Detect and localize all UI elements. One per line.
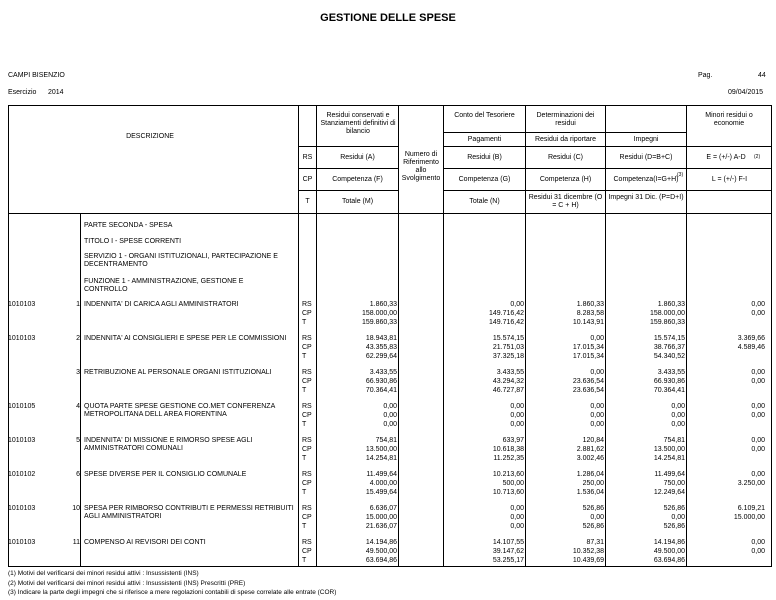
amount-cell-e: 0,00 (751, 411, 765, 419)
amount-cell-c: 87,31 (586, 539, 604, 546)
amount-cell-e: 0,00 (751, 445, 765, 453)
amount-cell-b: 0,00 (510, 505, 524, 512)
amount-cell-c: 17.015,34 (572, 343, 604, 351)
amount-cell-c: 120,84 (582, 437, 604, 444)
amount-cell-b: 0,00 (510, 513, 524, 521)
row-number: 5 (76, 437, 80, 444)
amount-cell-a: 11.499,64 (366, 471, 397, 478)
row-code: 1010103 (8, 335, 36, 342)
row-description: QUOTA PARTE SPESE GESTIONE CO.MET CONFERENZA METROPOLITANA DELL AREA FIORENTINA (84, 403, 275, 418)
esercizio-label: Esercizio (8, 89, 37, 96)
row-type-label: CP (302, 411, 312, 419)
header-line (443, 132, 686, 133)
amount-cell-c: 0,00 (590, 369, 604, 376)
page-label: Pag. (698, 72, 713, 79)
header-competenza-g: Competenza (G) (458, 176, 511, 183)
amount-cell-b: 10.213,60 (492, 471, 524, 478)
amount-cell-e: 0,00 (751, 437, 765, 444)
header-residui-a: Residui (A) (340, 154, 375, 161)
amount-cell-b: 11.252,35 (493, 454, 524, 462)
row-number: 2 (76, 335, 80, 342)
header-determinazioni: Determinazioni dei residui (536, 112, 595, 127)
amount-cell-a: 15.000,00 (365, 513, 397, 521)
col-line (686, 105, 687, 567)
amount-cell-d: 13.500,00 (653, 445, 685, 453)
header-impegni: Impegni (633, 136, 659, 143)
row-type-label: RS (302, 369, 312, 376)
header-totale-m: Totale (M) (341, 198, 374, 205)
amount-cell-c: 526,86 (582, 522, 604, 530)
row-type-label: CP (302, 343, 312, 351)
row-description: SPESA PER RIMBORSO CONTRIBUTI E PERMESSI RETRIBUITI AGLI AMMINISTRATORI (84, 505, 294, 520)
header-cp: CP (302, 176, 313, 183)
header-minori-residui: Minori residui o economie (705, 112, 753, 127)
header-line (298, 146, 398, 147)
amount-cell-b: 10.713,60 (492, 488, 524, 496)
header-numero-riferimento: Numero di Riferimento allo Svolgimento (401, 151, 441, 182)
col-line (316, 105, 317, 567)
row-type-label: RS (302, 505, 312, 512)
row-code: 1010102 (8, 471, 36, 478)
amount-cell-b: 10.618,38 (492, 445, 524, 453)
amount-cell-b: 3.433,55 (496, 369, 524, 376)
row-number: 3 (76, 369, 80, 376)
amount-cell-c: 10.439,69 (572, 556, 604, 564)
row-type-label: CP (302, 513, 312, 521)
amount-cell-c: 0,00 (590, 335, 604, 342)
amount-cell-a: 63.694,86 (365, 556, 397, 564)
amount-cell-a: 3.433,55 (369, 369, 397, 376)
amount-cell-d: 70.364,41 (653, 386, 685, 394)
amount-cell-d: 0,00 (671, 420, 685, 428)
amount-cell-e: 3.250,00 (737, 479, 765, 487)
amount-cell-b: 500,00 (502, 479, 524, 487)
footnote-3: (3) Indicare la parte degli impegni che si riferisce a mere regolazioni contabili di spese correlate alle entrate (COR) (8, 589, 337, 596)
amount-cell-e: 15.000,00 (733, 513, 765, 521)
row-type-label: RS (302, 301, 312, 308)
amount-cell-e: 0,00 (751, 403, 765, 410)
section-servizio: SERVIZIO 1 - ORGANI ISTITUZIONALI, PARTECIPAZIONE E DECENTRAMENTO (84, 253, 278, 268)
col-line (443, 105, 444, 567)
amount-cell-d: 14.254,81 (653, 454, 685, 462)
amount-cell-a: 14.254,81 (365, 454, 397, 462)
amount-cell-a: 14.194,86 (365, 539, 397, 546)
amount-cell-a: 0,00 (383, 403, 397, 410)
header-i-note: (3) (677, 172, 684, 178)
esercizio-year: 2014 (48, 89, 64, 96)
header-e-formula: E = (+/-) A-D (706, 154, 746, 161)
row-number: 11 (72, 539, 80, 546)
page-title: GESTIONE DELLE SPESE (320, 12, 456, 24)
header-l-formula: L = (+/-) F-I (711, 176, 748, 183)
section-parte: PARTE SECONDA - SPESA (84, 222, 173, 229)
row-type-label: RS (302, 403, 312, 410)
amount-cell-c: 2.881,62 (576, 445, 604, 453)
amount-cell-c: 17.015,34 (572, 352, 604, 360)
row-type-label: RS (302, 335, 312, 342)
amount-cell-c: 0,00 (590, 420, 604, 428)
row-type-label: T (302, 318, 307, 326)
amount-cell-a: 18.943,81 (365, 335, 397, 342)
row-type-label: CP (302, 479, 312, 487)
amount-cell-a: 754,81 (375, 437, 397, 444)
header-line (443, 146, 772, 147)
col-line (298, 105, 299, 567)
row-description: COMPENSO AI REVISORI DEI CONTI (84, 539, 206, 546)
row-type-label: RS (302, 471, 312, 478)
amount-cell-a: 0,00 (383, 420, 397, 428)
amount-cell-d: 750,00 (663, 479, 685, 487)
header-pagamenti: Pagamenti (467, 136, 502, 143)
amount-cell-e: 0,00 (751, 369, 765, 376)
amount-cell-c: 10.143,91 (572, 318, 604, 326)
row-code: 1010103 (8, 505, 36, 512)
report-date: 09/04/2015 (728, 89, 764, 96)
section-funzione: FUNZIONE 1 - AMMINISTRAZIONE, GESTIONE E CONTROLLO (84, 278, 244, 293)
amount-cell-e: 4.589,46 (737, 343, 765, 351)
header-competenza-i: Competenza(I=G+H) (613, 176, 679, 183)
amount-cell-d: 0,00 (671, 513, 685, 521)
row-number: 6 (76, 471, 80, 478)
amount-cell-b: 0,00 (510, 301, 524, 308)
header-residui-d: Residui (D=B+C) (619, 154, 673, 161)
row-type-label: T (302, 522, 307, 530)
amount-cell-d: 14.194,86 (653, 539, 685, 546)
amount-cell-b: 46.727,87 (492, 386, 524, 394)
header-competenza-f: Competenza (F) (332, 176, 383, 183)
amount-cell-d: 0,00 (671, 403, 685, 410)
header-line (298, 168, 398, 169)
col-line (80, 213, 81, 567)
row-type-label: CP (302, 547, 312, 555)
amount-cell-a: 62.299,64 (365, 352, 397, 360)
header-residui-c: Residui (C) (547, 154, 583, 161)
amount-cell-d: 0,00 (671, 411, 685, 419)
amount-cell-d: 3.433,55 (657, 369, 685, 376)
header-t: T (305, 198, 310, 205)
amount-cell-a: 43.355,83 (365, 343, 397, 351)
amount-cell-a: 158.000,00 (361, 309, 397, 317)
amount-cell-d: 158.000,00 (649, 309, 685, 317)
header-residui-riportare: Residui da riportare (534, 136, 597, 143)
footnote-1: (1) Motivi del verificarsi dei minori residui attivi : Insussistenti (INS) (8, 570, 199, 577)
amount-cell-d: 49.500,00 (653, 547, 685, 555)
row-number: 4 (76, 403, 80, 410)
amount-cell-b: 53.255,17 (492, 556, 524, 564)
amount-cell-c: 1.286,04 (576, 471, 604, 478)
row-type-label: RS (302, 539, 312, 546)
amount-cell-c: 0,00 (590, 403, 604, 410)
amount-cell-b: 633,97 (502, 437, 524, 444)
amount-cell-a: 21.636,07 (365, 522, 397, 530)
amount-cell-e: 0,00 (751, 547, 765, 555)
amount-cell-a: 49.500,00 (365, 547, 397, 555)
row-description: RETRIBUZIONE AL PERSONALE ORGANI ISTITUZIONALI (84, 369, 272, 376)
amount-cell-d: 12.249,64 (653, 488, 685, 496)
header-competenza-h: Competenza (H) (539, 176, 592, 183)
row-code: 1010103 (8, 539, 36, 546)
header-totale-n: Totale (N) (469, 198, 500, 205)
header-line (443, 168, 772, 169)
amount-cell-e: 0,00 (751, 471, 765, 478)
header-residui-conservati: Residui conservati e Stanziamenti definitivi di bilancio (320, 112, 396, 135)
amount-cell-b: 14.107,55 (492, 539, 524, 546)
amount-cell-c: 0,00 (590, 513, 604, 521)
amount-cell-e: 0,00 (751, 377, 765, 385)
row-type-label: T (302, 556, 307, 564)
amount-cell-b: 149.716,42 (488, 318, 524, 326)
row-type-label: T (302, 386, 307, 394)
amount-cell-a: 6.636,07 (369, 505, 397, 512)
row-type-label: T (302, 420, 307, 428)
amount-cell-e: 0,00 (751, 539, 765, 546)
amount-cell-a: 4.000,00 (369, 479, 397, 487)
amount-cell-b: 39.147,62 (492, 547, 524, 555)
amount-cell-c: 526,86 (582, 505, 604, 512)
footnote-2: (2) Motivi del verificarsi dei minori residui attivi : Insussistenti (INS) Prescritti (PRE) (8, 580, 246, 587)
amount-cell-d: 754,81 (663, 437, 685, 444)
amount-cell-d: 526,86 (663, 522, 685, 530)
row-description: INDENNITA' DI CARICA AGLI AMMINISTRATORI (84, 301, 239, 308)
row-description: SPESE DIVERSE PER IL CONSIGLIO COMUNALE (84, 471, 247, 478)
header-impegni-31: Impegni 31 Dic. (P=D+I) (608, 194, 684, 201)
header-residui-31: Residui 31 dicembre (O = C + H) (528, 194, 603, 209)
amount-cell-e: 6.109,21 (737, 505, 765, 512)
row-type-label: RS (302, 437, 312, 444)
amount-cell-d: 66.930,86 (653, 377, 685, 385)
amount-cell-d: 54.340,52 (653, 352, 685, 360)
row-type-label: T (302, 454, 307, 462)
header-conto-tesoriere: Conto del Tesoriere (454, 112, 515, 119)
header-rs: RS (302, 154, 313, 161)
row-code: 1010103 (8, 301, 36, 308)
amount-cell-d: 526,86 (663, 505, 685, 512)
amount-cell-c: 250,00 (582, 479, 604, 487)
page-number: 44 (758, 72, 766, 79)
header-divider (8, 213, 772, 214)
row-code: 1010103 (8, 437, 36, 444)
amount-cell-c: 0,00 (590, 411, 604, 419)
amount-cell-c: 1.536,04 (576, 488, 604, 496)
header-e-note: (2) (754, 154, 761, 160)
amount-cell-d: 159.860,33 (649, 318, 685, 326)
amount-cell-b: 0,00 (510, 403, 524, 410)
section-titolo: TITOLO I - SPESE CORRENTI (84, 238, 182, 245)
amount-cell-a: 1.860,33 (369, 301, 397, 308)
amount-cell-a: 159.860,33 (361, 318, 397, 326)
amount-cell-b: 149.716,42 (488, 309, 524, 317)
amount-cell-c: 23.636,54 (572, 386, 604, 394)
col-line (525, 105, 526, 567)
amount-cell-a: 15.499,64 (365, 488, 397, 496)
amount-cell-a: 70.364,41 (365, 386, 397, 394)
amount-cell-b: 43.294,32 (492, 377, 524, 385)
amount-cell-c: 10.352,38 (572, 547, 604, 555)
header-line (443, 190, 772, 191)
amount-cell-c: 3.002,46 (576, 454, 604, 462)
row-description: INDENNITA' DI MISSIONE E RIMORSO SPESE AGLI AMMINISTRATORI COMUNALI (84, 437, 253, 452)
row-type-label: T (302, 488, 307, 496)
amount-cell-e: 0,00 (751, 301, 765, 308)
amount-cell-a: 0,00 (383, 411, 397, 419)
row-code: 1010105 (8, 403, 36, 410)
amount-cell-e: 3.369,66 (737, 335, 765, 342)
row-type-label: CP (302, 445, 312, 453)
amount-cell-b: 0,00 (510, 420, 524, 428)
row-type-label: CP (302, 309, 312, 317)
amount-cell-b: 37.325,18 (492, 352, 524, 360)
amount-cell-b: 0,00 (510, 522, 524, 530)
row-number: 1 (76, 301, 80, 308)
amount-cell-b: 21.751,03 (492, 343, 524, 351)
row-description: INDENNITA' AI CONSIGLIERI E SPESE PER LE COMMISSIONI (84, 335, 287, 342)
amount-cell-d: 15.574,15 (653, 335, 685, 342)
amount-cell-a: 66.930,86 (365, 377, 397, 385)
amount-cell-d: 63.694,86 (653, 556, 685, 564)
amount-cell-d: 1.860,33 (657, 301, 685, 308)
amount-cell-a: 13.500,00 (365, 445, 397, 453)
amount-cell-c: 8.283,58 (576, 309, 604, 317)
amount-cell-d: 38.766,37 (653, 343, 685, 351)
header-line (298, 190, 398, 191)
row-type-label: CP (302, 377, 312, 385)
row-number: 10 (72, 505, 80, 512)
amount-cell-d: 11.499,64 (654, 471, 685, 478)
amount-cell-c: 1.860,33 (576, 301, 604, 308)
entity-name: CAMPI BISENZIO (8, 72, 65, 79)
col-line (605, 105, 606, 567)
amount-cell-b: 0,00 (510, 411, 524, 419)
amount-cell-b: 15.574,15 (492, 335, 524, 342)
row-type-label: T (302, 352, 307, 360)
header-descrizione: DESCRIZIONE (126, 133, 174, 140)
amount-cell-c: 23.636,54 (572, 377, 604, 385)
amount-cell-e: 0,00 (751, 309, 765, 317)
header-residui-b: Residui (B) (467, 154, 502, 161)
